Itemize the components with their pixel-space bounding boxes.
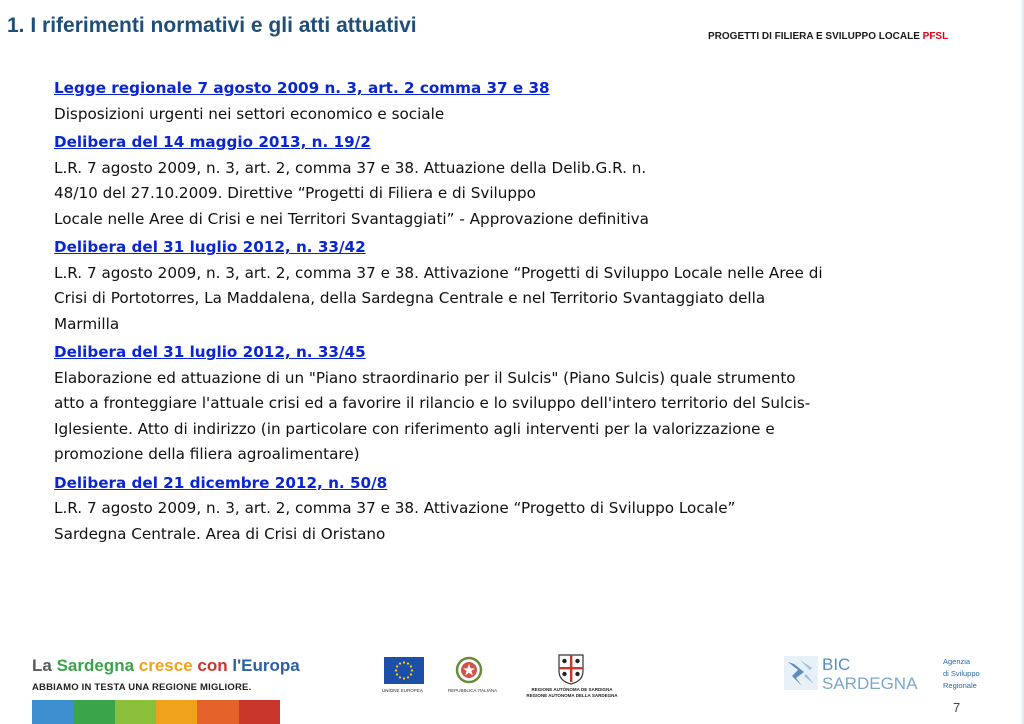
eu-star [410,673,412,675]
reference-text: Sardegna Centrale. Area di Crisi di Oristano [54,524,386,543]
reference-link[interactable]: Delibera del 14 maggio 2013, n. 19/2 [54,133,371,151]
slogan-part: La [32,656,57,675]
color-segment [197,700,238,724]
references-list [54,76,954,550]
eu-star [407,662,409,664]
bic-name-line1: BIC [822,655,851,674]
footer-color-bar [32,700,280,724]
slogan-part: cresce [138,656,198,675]
eu-star [395,669,397,671]
reference-text: L.R. 7 agosto 2009, n. 3, art. 2, comma 37 e 38. Attuazione della Delib.G.R. n. [54,158,647,177]
reference-link[interactable]: Delibera del 21 dicembre 2012, n. 50/8 [54,473,388,492]
agency-line: Agenzia [943,657,971,666]
reference-text: Locale nelle Aree di Crisi e nei Territori Svantaggiati” - Approvazione definitiva [54,209,649,228]
reference-text: L.R. 7 agosto 2009, n. 3, art. 2, comma 37 e 38. Attivazione “Progetto di Sviluppo Locale” [54,499,736,517]
eu-star [399,662,401,664]
header-project-label [708,31,948,42]
reference-text: Disposizioni urgenti nei settori economico e sociale [54,104,445,123]
reference-link[interactable]: Delibera del 31 luglio 2012, n. 33/45 [54,343,366,361]
slogan-part: Sardegna [56,656,139,675]
reference-link[interactable]: Legge regionale 7 agosto 2009 n. 3, art. 2 comma 37 e 38 [54,79,550,97]
eu-caption: UNIONE EUROPEA [382,688,423,693]
reference-text: atto a fronteggiare l'attuale crisi ed a favorire il rilancio e lo sviluppo dell'intero territorio del Sulcis- [54,394,811,412]
reference-entry [54,235,954,337]
header-label: PROGETTI DI FILIERA E SVILUPPO LOCALE [708,31,920,42]
eu-star [411,669,413,671]
ras-caption-line: REGIONE AUTONOMA DELLA SARDEGNA [526,693,618,698]
slide-title: 1. I riferimenti normativi e gli atti attuativi [7,14,417,37]
reference-text: Marmilla [54,314,120,333]
ras-caption [512,687,632,699]
reference-text: Iglesiente. Atto di indirizzo (in particolare con riferimento agli interventi per la valorizzazione e [54,419,775,438]
reference-entry [54,130,954,232]
color-segment [32,700,73,724]
eu-star [410,665,412,667]
it-caption: REPUBBLICA ITALIANA [448,688,498,693]
eu-star [403,661,405,663]
eu-star [403,677,405,679]
footer-slogan [32,656,300,676]
color-segment [115,700,156,724]
right-edge-decoration [1020,0,1024,724]
reference-entry [54,471,954,548]
slogan-part: con [197,656,233,675]
reference-text: 48/10 del 27.10.2009. Direttive “Progetti di Filiera e di Sviluppo [54,184,536,202]
bic-logo-icon [784,656,818,690]
eu-star [407,676,409,678]
header-accent: PFSL [922,31,949,42]
reference-text: Elaborazione ed attuazione di un "Piano straordinario per il Sulcis" (Piano Sulcis) quale strumento [54,368,796,387]
color-segment [239,700,280,724]
reference-text: L.R. 7 agosto 2009, n. 3, art. 2, comma 37 e 38. Attivazione “Progetti di Sviluppo Locale nelle Aree di [54,263,823,282]
color-segment [73,700,114,724]
bic-name-line2: SARDEGNA [822,674,918,693]
eu-flag-icon [384,657,424,684]
reference-entry [54,76,954,127]
agency-line: Regionale [943,681,977,690]
ras-caption-line: REGIONE AUTÒNOMA DE SARDIGNA [531,687,613,692]
footer-tagline: ABBIAMO IN TESTA UNA REGIONE MIGLIORE. [32,682,252,693]
reference-text: Crisi di Portotorres, La Maddalena, della Sardegna Centrale e nel Territorio Svantaggiato della [54,289,766,307]
agency-label [943,656,980,692]
reference-text: promozione della filiera agroalimentare) [54,445,360,463]
slogan-part: l'Europa [232,656,300,675]
eu-star [396,665,398,667]
sardinia-emblem-icon [556,651,586,685]
reference-link[interactable]: Delibera del 31 luglio 2012, n. 33/42 [54,238,366,256]
color-segment [156,700,197,724]
eu-star [396,673,398,675]
italian-emblem-icon [455,655,483,685]
agency-line: di Sviluppo [943,669,980,678]
eu-star [399,676,401,678]
reference-entry [54,340,954,468]
page-number: 7 [953,700,961,715]
